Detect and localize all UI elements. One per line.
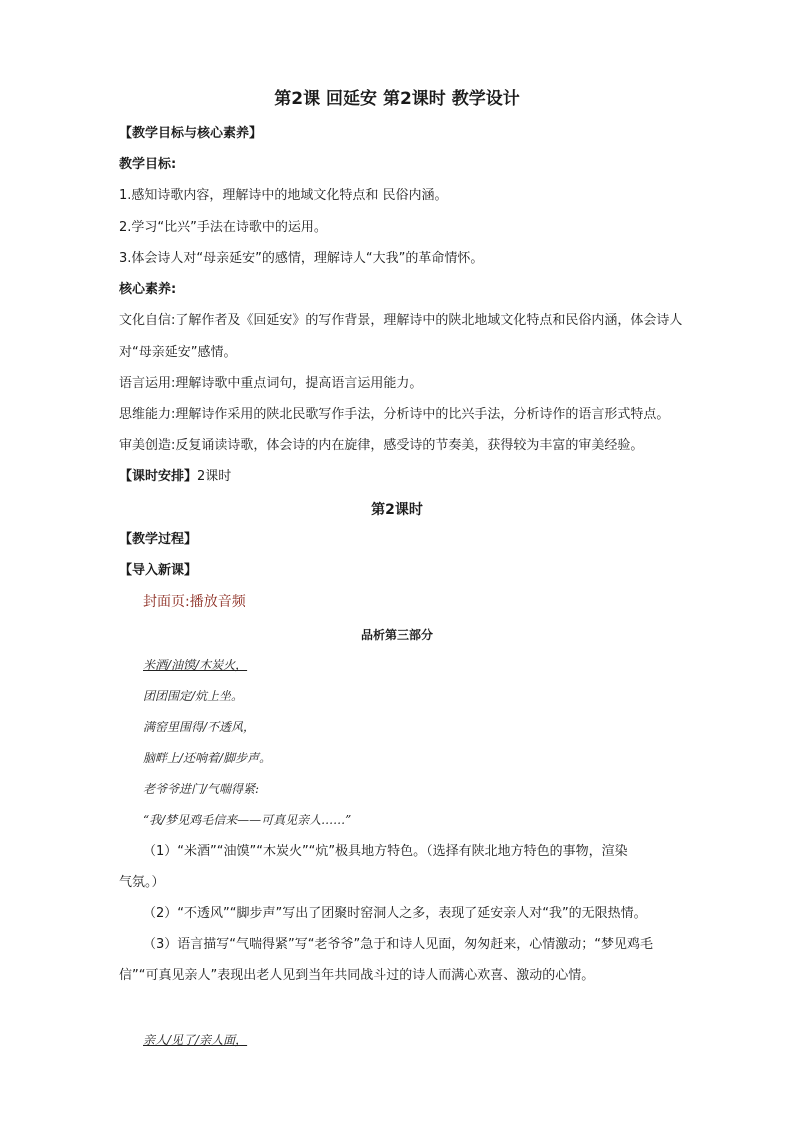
poem-line: 亲人/见了/亲人面， [143,1033,248,1047]
poem-line: 满窑里围得/不透风， [143,720,256,734]
page-title: 第2课 回延安 第2课时 教学设计 [274,89,520,109]
core-item: 思维能力:理解诗作采用的陕北民歌写作手法，分析诗中的比兴手法，分析诗作的语言形式特点。 [119,407,670,422]
process-header: 【教学过程】 [119,532,198,547]
goal-item: 2.学习“比兴”手法在诗歌中的运用。 [119,220,327,235]
note-line: 信”“可真见亲人”表现出老人见到当年共同战斗过的诗人而满心欢喜、激动的心情。 [119,968,595,983]
core-item: 文化自信:了解作者及《回延安》的写作背景，理解诗中的陕北地域文化特点和民俗内涵，体会诗人 [119,313,683,328]
poem-line: 团团围定/炕上坐。 [143,689,244,703]
section-heading: 品析第三部分 [360,628,433,642]
note-line: （1）“米酒”“油馍”“木炭火”“炕”极具地方特色。（选择有陕北地方特色的事物，渲染 [143,844,628,859]
note-line: （2）“不透风”“脚步声”写出了团聚时窑洞人之多，表现了延安亲人对“我”的无限热情。 [143,906,647,921]
cover-note: 封面页:播放音频 [143,594,246,610]
schedule-value: 2课时 [197,469,232,484]
goals-label: 教学目标: [119,157,177,172]
poem-line: 脑畔上/还响着/脚步声。 [143,751,272,765]
core-item: 审美创造:反复诵读诗歌，体会诗的内在旋律，感受诗的节奏美，获得较为丰富的审美经验。 [119,438,644,453]
core-item: 对“母亲延安”感情。 [119,345,237,360]
goal-item: 1.感知诗歌内容，理解诗中的地域文化特点和 民俗内涵。 [119,188,448,203]
core-item: 语言运用:理解诗歌中重点词句，提高语言运用能力。 [119,376,423,391]
poem-line: “我/梦见鸡毛信来——可真见亲人……” [143,813,352,827]
intro-header: 【导入新课】 [119,563,198,578]
goals-header: 【教学目标与核心素养】 [119,126,263,141]
poem-line: 老爷爷进门/气喘得紧: [143,782,260,796]
note-line: （3）语言描写“气喘得紧”写“老爷爷”急于和诗人见面，匆匆赶来，心情激动；“梦见鸡毛 [143,937,653,952]
goal-item: 3.体会诗人对“母亲延安”的感情，理解诗人“大我”的革命情怀。 [119,251,484,266]
lesson-heading: 第2课时 [371,502,423,518]
schedule-label: 【课时安排】 [119,469,198,484]
note-line: 气氛。） [119,875,165,890]
schedule-line [119,468,231,486]
poem-line: 米酒/油馍/木炭火， [143,658,248,672]
core-label: 核心素养: [119,282,177,297]
